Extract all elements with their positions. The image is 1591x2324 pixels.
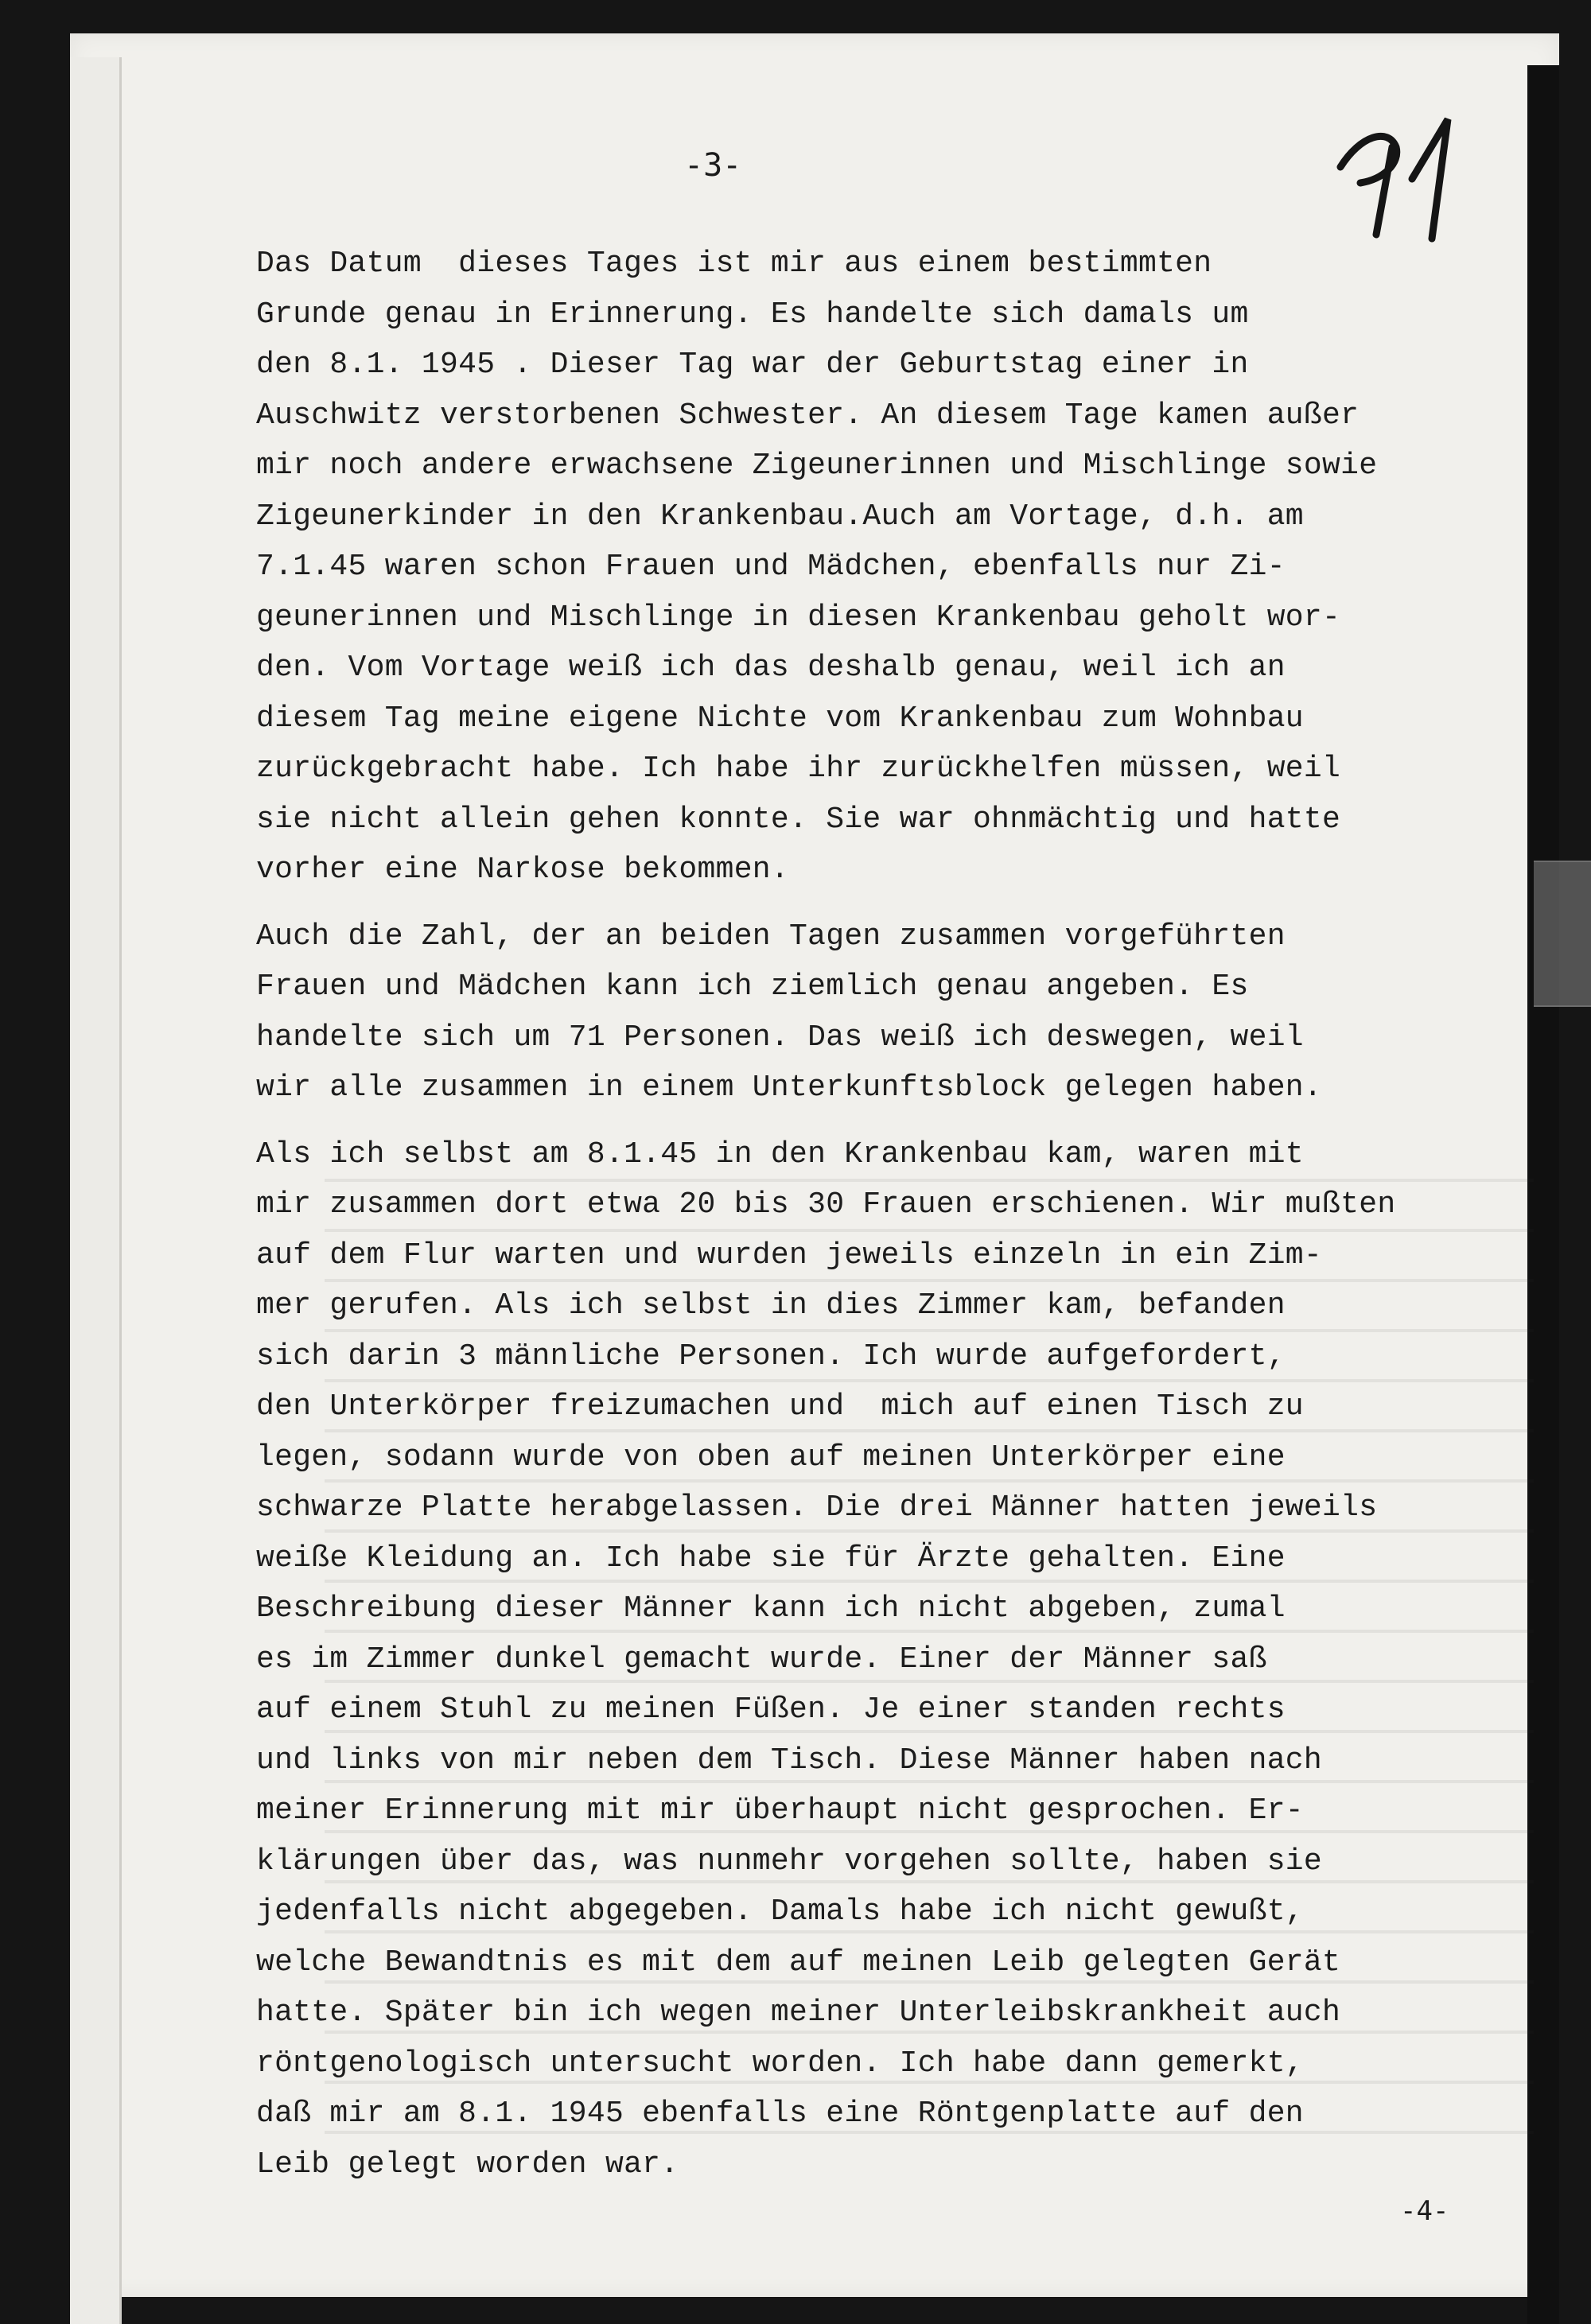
text-line: Auch die Zahl, der an beiden Tagen zusammen vorgeführten <box>256 919 1286 954</box>
text-line: mir noch andere erwachsene Zigeunerinnen und Mischlinge sowie <box>256 449 1378 483</box>
text-line: hatte. Später bin ich wegen meiner Unterleibskrankheit auch <box>256 1996 1341 2030</box>
text-line: jedenfalls nicht abgegeben. Damals habe ich nicht gewußt, <box>256 1895 1304 1929</box>
text-line: mer gerufen. Als ich selbst in dies Zimmer kam, befanden <box>256 1288 1286 1323</box>
text-line: welche Bewandtnis es mit dem auf meinen Leib gelegten Gerät <box>256 1945 1341 1980</box>
paragraph <box>256 1129 1497 2190</box>
text-line: Frauen und Mädchen kann ich ziemlich genau angeben. Es <box>256 970 1249 1004</box>
text-line: mir zusammen dort etwa 20 bis 30 Frauen erschienen. Wir mußten <box>256 1187 1396 1222</box>
text-line: sich darin 3 männliche Personen. Ich wurde aufgefordert, <box>256 1339 1286 1374</box>
paragraph <box>256 911 1497 1113</box>
text-line: wir alle zusammen in einem Unterkunftsblock gelegen haben. <box>256 1071 1323 1105</box>
text-line: auf dem Flur warten und wurden jeweils einzeln in ein Zim- <box>256 1238 1323 1273</box>
text-line: geunerinnen und Mischlinge in diesen Krankenbau geholt wor- <box>256 600 1341 635</box>
text-line: weiße Kleidung an. Ich habe sie für Ärzte gehalten. Eine <box>256 1541 1286 1576</box>
text-line: den 8.1. 1945 . Dieser Tag war der Geburtstag einer in <box>256 348 1249 382</box>
text-line: Als ich selbst am 8.1.45 in den Krankenbau kam, waren mit <box>256 1137 1304 1172</box>
binding-edge <box>70 57 122 2324</box>
paragraph <box>256 239 1497 896</box>
text-line: zurückgebracht habe. Ich habe ihr zurückhelfen müssen, weil <box>256 752 1341 786</box>
page-number: -3- <box>684 147 742 184</box>
text-line: Leib gelegt worden war. <box>256 2147 679 2182</box>
text-line: Auschwitz verstorbenen Schwester. An diesem Tage kamen außer <box>256 398 1360 433</box>
text-line: Grunde genau in Erinnerung. Es handelte sich damals um <box>256 297 1249 332</box>
text-line: sie nicht allein gehen konnte. Sie war ohnmächtig und hatte <box>256 802 1341 837</box>
text-line: schwarze Platte herabgelassen. Die drei Männer hatten jeweils <box>256 1490 1378 1525</box>
text-line: diesem Tag meine eigene Nichte vom Krankenbau zum Wohnbau <box>256 701 1304 736</box>
text-line: 7.1.45 waren schon Frauen und Mädchen, ebenfalls nur Zi- <box>256 550 1286 584</box>
text-line: Zigeunerkinder in den Krankenbau.Auch am Vortage, d.h. am <box>256 499 1304 534</box>
tape-strip <box>1534 861 1591 1007</box>
text-line: röntgenologisch untersucht worden. Ich habe dann gemerkt, <box>256 2046 1304 2081</box>
handwritten-folio-number <box>1313 103 1472 247</box>
text-line: auf einem Stuhl zu meinen Füßen. Je einer standen rechts <box>256 1692 1286 1727</box>
text-line: meiner Erinnerung mit mir überhaupt nicht gesprochen. Er- <box>256 1794 1304 1828</box>
text-line: den Unterkörper freizumachen und mich auf einen Tisch zu <box>256 1389 1304 1424</box>
text-line: klärungen über das, was nunmehr vorgehen sollte, haben sie <box>256 1844 1323 1879</box>
text-line: Beschreibung dieser Männer kann ich nicht abgeben, zumal <box>256 1591 1286 1626</box>
text-line: legen, sodann wurde von oben auf meinen Unterkörper eine <box>256 1440 1286 1475</box>
text-line: den. Vom Vortage weiß ich das deshalb genau, weil ich an <box>256 651 1286 685</box>
text-line: Das Datum dieses Tages ist mir aus einem bestimmten <box>256 247 1212 281</box>
next-page-marker: -4- <box>1400 2195 1449 2227</box>
text-line: und links von mir neben dem Tisch. Diese Männer haben nach <box>256 1743 1323 1778</box>
text-line: handelte sich um 71 Personen. Das weiß ich deswegen, weil <box>256 1020 1304 1055</box>
text-line: es im Zimmer dunkel gemacht wurde. Einer der Männer saß <box>256 1642 1267 1677</box>
document-body <box>256 239 1497 2205</box>
text-line: daß mir am 8.1. 1945 ebenfalls eine Röntgenplatte auf den <box>256 2097 1304 2131</box>
text-line: vorher eine Narkose bekommen. <box>256 853 790 887</box>
